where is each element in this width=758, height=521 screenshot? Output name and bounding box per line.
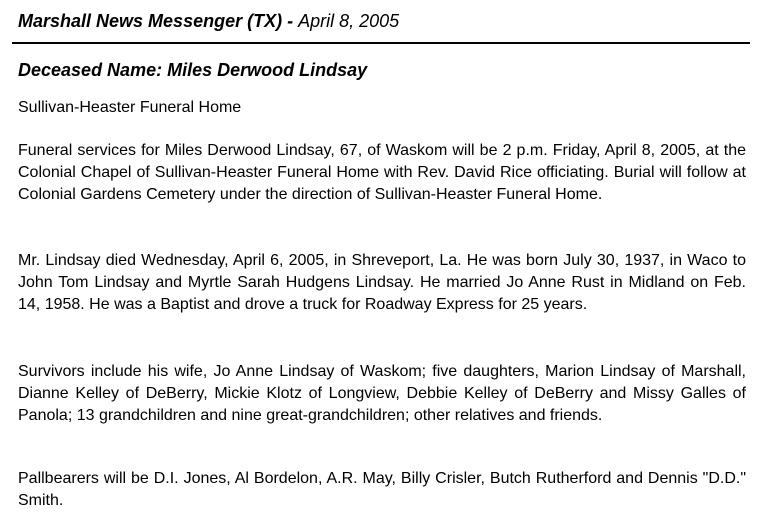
newspaper-name: Marshall News Messenger (TX) xyxy=(18,11,283,31)
header-divider xyxy=(12,42,750,44)
deceased-name-heading: Deceased Name: Miles Derwood Lindsay xyxy=(18,60,368,80)
paragraph-survivors: Survivors include his wife, Jo Anne Lindsay of Waskom; five daughters, Marion Lindsay of Marshall, Dianne Kelley of DeBerry, Mickie Klotz of Longview, Debbie Kelley of DeBerry and Missy Galles of Panola; 13 grandchildren and nine great-grandchildren; other relatives and friends. xyxy=(18,363,746,424)
source-header xyxy=(18,9,746,33)
publication-date: April 8, 2005 xyxy=(298,11,400,31)
paragraph-biography: Mr. Lindsay died Wednesday, April 6, 2005, in Shreveport, La. He was born July 30, 1937, in Waco to John Tom Lindsay and Myrtle Sarah Hudgens Lindsay. He married Jo Anne Rust in Midland on Feb. 14, 1958. He was a Baptist and drove a truck for Roadway Express for 25 years. xyxy=(18,252,746,313)
paragraph-pallbearers: Pallbearers will be D.I. Jones, Al Bordelon, A.R. May, Billy Crisler, Butch Rutherford and Dennis "D.D." Smith. xyxy=(18,470,746,509)
funeral-home-name: Sullivan-Heaster Funeral Home xyxy=(18,99,242,116)
obituary-page xyxy=(18,0,746,33)
header-separator: - xyxy=(282,11,299,31)
paragraph-services: Funeral services for Miles Derwood Lindsay, 67, of Waskom will be 2 p.m. Friday, April 8, 2005, at the Colonial Chapel of Sullivan-Heaster Funeral Home with Rev. David Rice officiating. Burial will follow at Colonial Gardens Cemetery under the direction of Sullivan-Heaster Funeral Home. xyxy=(18,142,746,203)
